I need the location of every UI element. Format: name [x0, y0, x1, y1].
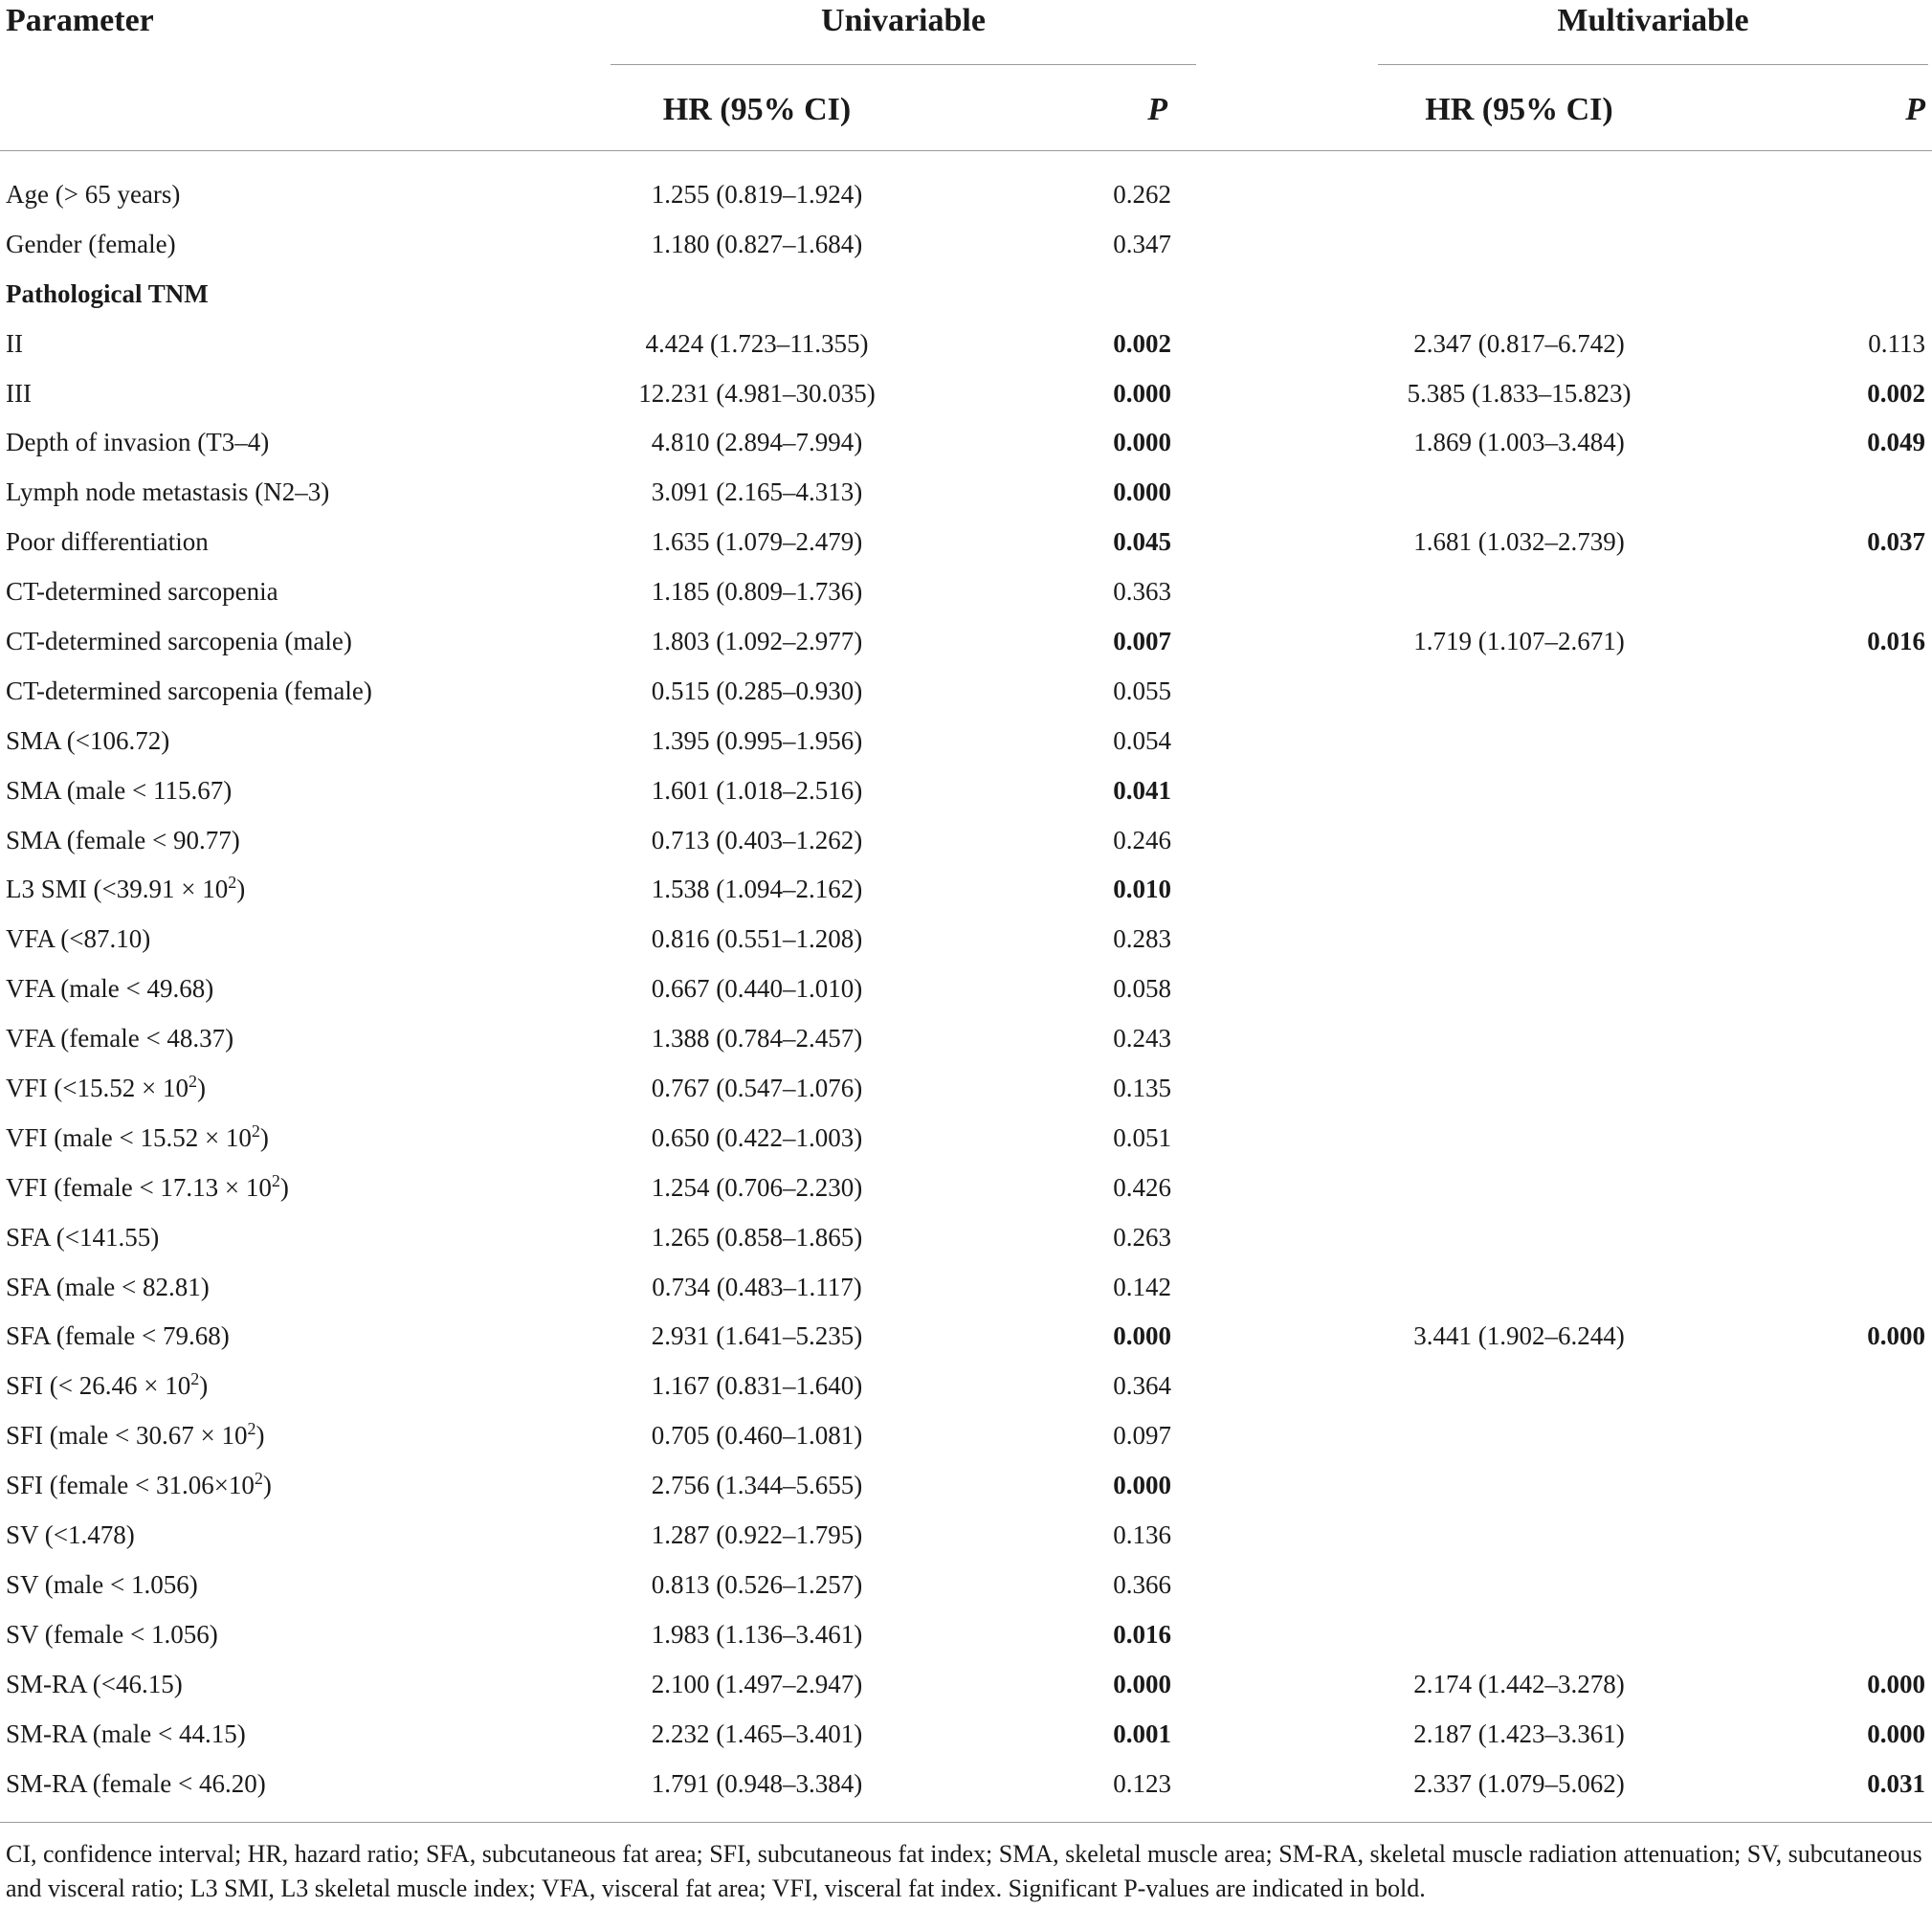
univariable-hr: 0.734 (0.483–1.117)	[652, 1272, 862, 1301]
table-row	[0, 821, 1932, 871]
row-parameter	[6, 1764, 266, 1803]
table-row	[0, 522, 1932, 572]
table-row	[0, 1168, 1932, 1218]
row-parameter	[6, 1019, 233, 1057]
header-multivariable-hr: HR (95% CI)	[1425, 92, 1613, 127]
header-univariable-p: P	[1147, 92, 1167, 127]
row-parameter	[6, 522, 209, 561]
univariable-p: 0.054	[1113, 725, 1171, 755]
row-parameter	[6, 324, 23, 363]
univariable-p: 0.000	[1113, 1321, 1171, 1351]
multivariable-hr: 1.869 (1.003–3.484)	[1413, 428, 1625, 457]
table-row	[0, 1466, 1932, 1516]
table-row	[0, 1366, 1932, 1416]
parameter-text: SFA (male < 82.81)	[6, 1272, 210, 1301]
parameter-text: SFI (female < 31.06×10	[6, 1471, 255, 1500]
multivariable-p: 0.049	[1867, 428, 1925, 457]
univariable-hr: 1.167 (0.831–1.640)	[651, 1371, 863, 1401]
row-parameter	[6, 1119, 269, 1157]
multivariable-p: 0.002	[1867, 378, 1925, 408]
parameter-superscript: 2	[271, 1170, 280, 1190]
multivariable-hr: 5.385 (1.833–15.823)	[1407, 378, 1632, 408]
parameter-text: SM-RA (male < 44.15)	[6, 1719, 246, 1748]
table-row	[0, 1416, 1932, 1466]
parameter-text: VFA (male < 49.68)	[6, 974, 214, 1004]
parameter-text: SM-RA (female < 46.20)	[6, 1768, 266, 1798]
parameter-superscript: 2	[251, 1120, 260, 1141]
multivariable-p: 0.031	[1867, 1768, 1925, 1798]
table-row	[0, 1317, 1932, 1366]
table-row	[0, 1565, 1932, 1615]
univariable-p: 0.263	[1113, 1222, 1171, 1252]
table-row	[0, 721, 1932, 771]
table-header-top	[0, 0, 1932, 42]
univariable-hr: 0.515 (0.285–0.930)	[651, 676, 863, 705]
univariable-p: 0.001	[1113, 1719, 1171, 1748]
univariable-p: 0.000	[1113, 477, 1171, 507]
table-row	[0, 374, 1932, 424]
univariable-p: 0.135	[1113, 1074, 1171, 1103]
row-parameter	[6, 1069, 206, 1107]
parameter-text: Depth of invasion (T3–4)	[6, 428, 270, 457]
table-row	[0, 572, 1932, 622]
multivariable-hr: 1.681 (1.032–2.739)	[1413, 527, 1625, 557]
univariable-p: 0.007	[1113, 627, 1171, 656]
univariable-hr: 1.601 (1.018–2.516)	[651, 775, 863, 805]
parameter-text: Poor differentiation	[6, 527, 209, 557]
row-parameter	[6, 1218, 159, 1256]
multivariable-p: 0.037	[1867, 527, 1925, 557]
parameter-text: SFA (female < 79.68)	[6, 1321, 230, 1351]
univariable-p: 0.041	[1113, 775, 1171, 805]
multivariable-p: 0.000	[1867, 1321, 1925, 1351]
parameter-superscript: 2	[190, 1369, 200, 1389]
row-parameter	[6, 1615, 218, 1653]
univariable-hr: 1.983 (1.136–3.461)	[651, 1619, 863, 1649]
section-row	[0, 275, 1932, 324]
table-row	[0, 1218, 1932, 1268]
table-row	[0, 920, 1932, 969]
univariable-hr: 2.931 (1.641–5.235)	[651, 1321, 863, 1351]
parameter-text: SMA (female < 90.77)	[6, 825, 240, 854]
row-parameter	[6, 1317, 230, 1355]
row-parameter	[6, 1268, 210, 1306]
row-parameter	[6, 622, 352, 660]
univariable-p: 0.002	[1113, 328, 1171, 358]
univariable-p: 0.123	[1113, 1768, 1171, 1798]
univariable-hr: 2.232 (1.465–3.401)	[651, 1719, 863, 1748]
parameter-text: VFI (male < 15.52 × 10	[6, 1122, 252, 1152]
row-parameter	[6, 473, 329, 511]
multivariable-p: 0.000	[1867, 1719, 1925, 1748]
parameter-text: III	[6, 378, 32, 408]
parameter-suffix: )	[262, 1471, 272, 1500]
parameter-text: SFI (male < 30.67 × 10	[6, 1421, 248, 1451]
table-body	[0, 175, 1932, 1813]
univariable-p: 0.051	[1113, 1122, 1171, 1152]
table-footnote: CI, confidence interval; HR, hazard ratio; SFA, subcutaneous fat area; SFI, subcutaneous fat index; SMA, skeletal muscle area; SM-RA, skeletal muscle radiation attenuation; SV, subcutaneous and visceral ratio; L3 SMI, L3 skeletal muscle index; VFA, visceral fat area; VFI, visceral fat index. Significant P-values are indicated in bold.	[6, 1840, 1922, 1902]
row-parameter	[6, 572, 278, 610]
parameter-text: L3 SMI (<39.91 × 10	[6, 875, 229, 904]
table-row	[0, 1268, 1932, 1318]
univariable-p: 0.283	[1113, 924, 1171, 954]
univariable-hr: 0.713 (0.403–1.262)	[651, 825, 863, 854]
univariable-p: 0.347	[1113, 229, 1171, 258]
multivariable-rule	[1378, 64, 1928, 65]
table-row	[0, 1069, 1932, 1119]
univariable-hr: 0.813 (0.526–1.257)	[651, 1569, 863, 1599]
univariable-p: 0.097	[1113, 1421, 1171, 1451]
row-parameter	[6, 1665, 183, 1703]
parameter-text: VFA (<87.10)	[6, 924, 151, 954]
table-row	[0, 1119, 1932, 1168]
row-parameter	[6, 1466, 272, 1504]
parameter-text: VFA (female < 48.37)	[6, 1024, 234, 1053]
row-parameter	[6, 969, 213, 1008]
univariable-p: 0.366	[1113, 1569, 1171, 1599]
univariable-hr: 0.650 (0.422–1.003)	[651, 1122, 863, 1152]
table-row	[0, 1665, 1932, 1715]
univariable-hr: 4.424 (1.723–11.355)	[645, 328, 869, 358]
univariable-p: 0.045	[1113, 527, 1171, 557]
parameter-text: Pathological TNM	[6, 278, 209, 308]
header-multivariable-p: P	[1905, 92, 1925, 127]
multivariable-hr: 1.719 (1.107–2.671)	[1413, 627, 1625, 656]
table-row	[0, 969, 1932, 1019]
row-parameter	[6, 1366, 208, 1405]
parameter-superscript: 2	[188, 1072, 197, 1092]
row-parameter	[6, 1416, 264, 1454]
table-row	[0, 175, 1932, 225]
table-row	[0, 1615, 1932, 1665]
parameter-text: CT-determined sarcopenia (male)	[6, 627, 352, 656]
univariable-p: 0.246	[1113, 825, 1171, 854]
univariable-hr: 0.816 (0.551–1.208)	[651, 924, 863, 954]
univariable-hr: 1.180 (0.827–1.684)	[651, 229, 863, 258]
univariable-hr: 1.254 (0.706–2.230)	[651, 1172, 863, 1202]
multivariable-hr: 2.174 (1.442–3.278)	[1413, 1669, 1625, 1698]
header-parameter: Parameter	[6, 3, 154, 38]
table-row	[0, 622, 1932, 672]
univariable-hr: 0.705 (0.460–1.081)	[651, 1421, 863, 1451]
row-parameter	[6, 374, 32, 412]
parameter-text: CT-determined sarcopenia	[6, 577, 278, 607]
row-parameter	[6, 1715, 246, 1753]
row-parameter	[6, 1516, 135, 1554]
univariable-hr: 1.185 (0.809–1.736)	[651, 577, 863, 607]
parameter-suffix: )	[279, 1172, 289, 1202]
univariable-hr: 1.538 (1.094–2.162)	[651, 875, 863, 904]
multivariable-hr: 3.441 (1.902–6.244)	[1413, 1321, 1625, 1351]
univariable-hr: 1.791 (0.948–3.384)	[651, 1768, 863, 1798]
header-multivariable: Multivariable	[1557, 3, 1749, 38]
parameter-suffix: )	[196, 1074, 206, 1103]
table-row	[0, 225, 1932, 275]
univariable-p: 0.000	[1113, 1669, 1171, 1698]
parameter-text: SMA (<106.72)	[6, 725, 170, 755]
univariable-p: 0.363	[1113, 577, 1171, 607]
univariable-hr: 1.803 (1.092–2.977)	[651, 627, 863, 656]
multivariable-hr: 2.337 (1.079–5.062)	[1413, 1768, 1625, 1798]
parameter-superscript: 2	[254, 1469, 263, 1489]
parameter-text: Age (> 65 years)	[6, 180, 181, 209]
univariable-p: 0.142	[1113, 1272, 1171, 1301]
table-row	[0, 870, 1932, 920]
multivariable-hr: 2.187 (1.423–3.361)	[1413, 1719, 1625, 1748]
parameter-suffix: )	[199, 1371, 209, 1401]
parameter-superscript: 2	[228, 873, 237, 893]
univariable-hr: 3.091 (2.165–4.313)	[651, 477, 863, 507]
univariable-p: 0.243	[1113, 1024, 1171, 1053]
univariable-p: 0.262	[1113, 180, 1171, 209]
parameter-text: SV (<1.478)	[6, 1520, 135, 1550]
univariable-hr: 4.810 (2.894–7.994)	[651, 428, 863, 457]
univariable-hr: 0.667 (0.440–1.010)	[651, 974, 863, 1004]
table-row	[0, 672, 1932, 721]
univariable-p: 0.000	[1113, 1471, 1171, 1500]
parameter-text: SFI (< 26.46 × 10	[6, 1371, 191, 1401]
parameter-text: SV (female < 1.056)	[6, 1619, 218, 1649]
multivariable-p: 0.016	[1867, 627, 1925, 656]
row-parameter	[6, 225, 176, 263]
parameter-suffix: )	[259, 1122, 269, 1152]
parameter-text: Lymph node metastasis (N2–3)	[6, 477, 330, 507]
univariable-hr: 1.287 (0.922–1.795)	[651, 1520, 863, 1550]
univariable-hr: 1.255 (0.819–1.924)	[651, 180, 863, 209]
multivariable-p: 0.000	[1867, 1669, 1925, 1698]
table-row	[0, 1715, 1932, 1764]
multivariable-hr: 2.347 (0.817–6.742)	[1413, 328, 1625, 358]
univariable-rule	[611, 64, 1196, 65]
parameter-text: SV (male < 1.056)	[6, 1569, 198, 1599]
parameter-text: Gender (female)	[6, 229, 176, 258]
row-parameter	[6, 672, 372, 710]
table-row	[0, 1764, 1932, 1814]
parameter-text: SMA (male < 115.67)	[6, 775, 233, 805]
univariable-p: 0.058	[1113, 974, 1171, 1004]
univariable-hr: 0.767 (0.547–1.076)	[651, 1074, 863, 1103]
row-parameter	[6, 771, 232, 809]
table-row	[0, 423, 1932, 473]
univariable-p: 0.426	[1113, 1172, 1171, 1202]
univariable-p: 0.016	[1113, 1619, 1171, 1649]
header-rule	[0, 150, 1932, 151]
univariable-p: 0.136	[1113, 1520, 1171, 1550]
row-parameter	[6, 423, 269, 461]
univariable-hr: 2.756 (1.344–5.655)	[651, 1471, 863, 1500]
univariable-hr: 1.388 (0.784–2.457)	[651, 1024, 863, 1053]
table-row	[0, 1019, 1932, 1069]
parameter-text: II	[6, 328, 23, 358]
table-row	[0, 324, 1932, 374]
parameter-text: VFI (<15.52 × 10	[6, 1074, 189, 1103]
univariable-hr: 1.635 (1.079–2.479)	[651, 527, 863, 557]
univariable-p: 0.010	[1113, 875, 1171, 904]
row-parameter	[6, 821, 240, 859]
univariable-p: 0.055	[1113, 676, 1171, 705]
parameter-suffix: )	[236, 875, 246, 904]
row-parameter	[6, 1168, 289, 1207]
parameter-text: VFI (female < 17.13 × 10	[6, 1172, 272, 1202]
univariable-hr: 1.265 (0.858–1.865)	[651, 1222, 863, 1252]
row-parameter	[6, 870, 245, 908]
univariable-p: 0.000	[1113, 428, 1171, 457]
parameter-suffix: )	[255, 1421, 265, 1451]
parameter-text: SFA (<141.55)	[6, 1222, 160, 1252]
table-row	[0, 1516, 1932, 1565]
univariable-hr: 2.100 (1.497–2.947)	[651, 1669, 863, 1698]
univariable-p: 0.364	[1113, 1371, 1171, 1401]
univariable-hr: 12.231 (4.981–30.035)	[638, 378, 876, 408]
row-parameter	[6, 721, 169, 760]
univariable-hr: 1.395 (0.995–1.956)	[651, 725, 863, 755]
parameter-superscript: 2	[247, 1419, 256, 1439]
header-univariable-hr: HR (95% CI)	[662, 92, 852, 127]
table-header-sub	[0, 86, 1932, 134]
parameter-text: SM-RA (<46.15)	[6, 1669, 183, 1698]
header-univariable: Univariable	[821, 3, 986, 38]
row-parameter	[6, 275, 209, 313]
univariable-p: 0.000	[1113, 378, 1171, 408]
parameter-text: CT-determined sarcopenia (female)	[6, 676, 372, 705]
footer-rule	[0, 1822, 1932, 1823]
row-parameter	[6, 1565, 198, 1604]
row-parameter	[6, 175, 180, 213]
table-row	[0, 473, 1932, 522]
multivariable-p: 0.113	[1868, 328, 1925, 358]
row-parameter	[6, 920, 150, 958]
table-row	[0, 771, 1932, 821]
